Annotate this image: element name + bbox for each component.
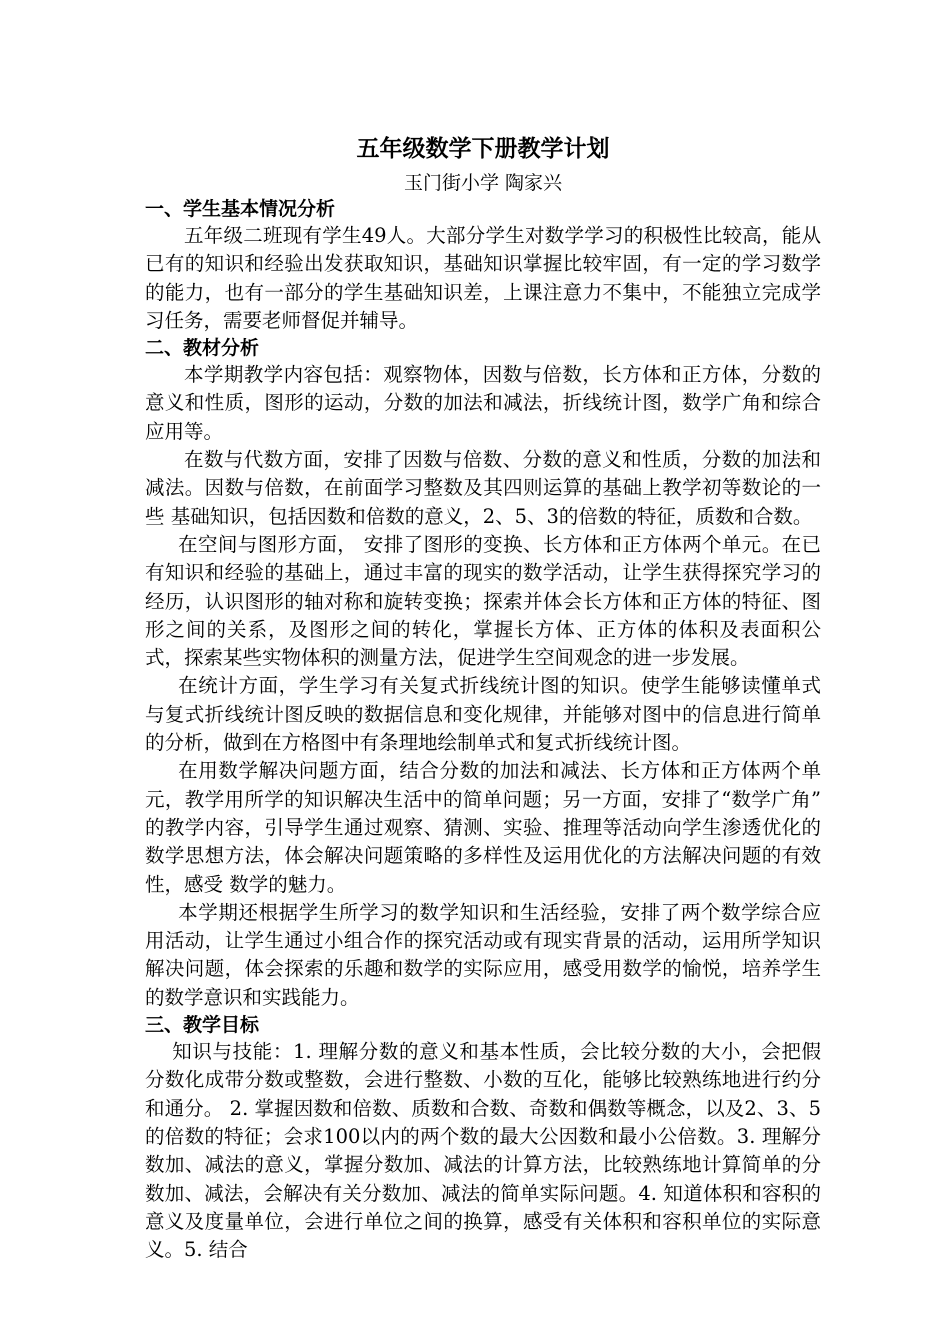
paragraph: 在数与代数方面，安排了因数与倍数、分数的意义和性质，分数的加法和减法。因数与倍数，在前面学习整数及其四则运算的基础上教学初等数论的一些 基础知识，包括因数和倍数的意义，2、5、3的倍数的特征，质数和合数。 — [145, 448, 821, 528]
document-author: 玉门街小学 陶家兴 — [403, 172, 563, 194]
document-page — [145, 132, 821, 1264]
document-title: 五年级数学下册教学计划 — [356, 136, 610, 162]
paragraph: 在统计方面，学生学习有关复式折线统计图的知识。使学生能够读懂单式与复式折线统计图反映的数据信息和变化规律，并能够对图中的信息进行简单的分析，做到在方格图中有条理地绘制单式和复式折线统计图。 — [145, 674, 821, 755]
section-heading-student-analysis: 一、学生基本情况分析 — [145, 198, 336, 220]
paragraph: 本学期教学内容包括：观察物体，因数与倍数，长方体和正方体，分数的意义和性质，图形的运动，分数的加法和减法，折线统计图，数学广角和综合应用等。 — [145, 363, 821, 443]
paragraph: 五年级二班现有学生49人。大部分学生对数学学习的积极性比较高，能从已有的知识和经验出发获取知识，基础知识掌握比较牢固，有一定的学习数学的能力，也有一部分的学生基础知识差，上课注意力不集中，不能独立完成学习任务，需要老师督促并辅导。 — [145, 224, 821, 332]
paragraph: 知识与技能：1. 理解分数的意义和基本性质，会比较分数的大小，会把假分数化成带分数或整数，会进行整数、小数的互化，能够比较熟练地进行约分和通分。 2. 掌握因数和倍数、质数和合数、奇数和偶数等概念，以及2、3、5的倍数的特征；会求100以内的两个数的最大公因数和最小公倍数。3. 理解分数加、减法的意义，掌握分数加、减法的计算方法，比较熟练地计算简单的分数加、减法，会解决有关分数加、减法的简单实际问题。4. 知道体积和容积的意义及度量单位，会进行单位之间的换算，感受有关体积和容积单位的实际意义。5. 结合 — [145, 1040, 821, 1262]
section-heading-textbook-analysis: 二、教材分析 — [145, 337, 260, 360]
section-heading-teaching-goals: 三、教学目标 — [145, 1014, 260, 1037]
paragraph: 在用数学解决问题方面，结合分数的加法和减法、长方体和正方体两个单元，教学用所学的知识解决生活中的简单问题；另一方面，安排了“数学广角” 的教学内容，引导学生通过观察、猜测、实验、推理等活动向学生渗透优化的数学思想方法，体会解决问题策略的多样性及运用优化的方法解决问题的有效性，感受 数学的魅力。 — [145, 759, 821, 896]
paragraph: 在空间与图形方面， 安排了图形的变换、长方体和正方体两个单元。在已有知识和经验的基础上，通过丰富的现实的数学活动，让学生获得探究学习的经历，认识图形的轴对称和旋转变换；探索并体会长方体和正方体的特征、图形之间的关系，及图形之间的转化，掌握长方体、正方体的体积及表面积公式，探索某些实物体积的测量方法，促进学生空间观念的进一步发展。 — [145, 532, 821, 670]
paragraph: 本学期还根据学生所学习的数学知识和生活经验，安排了两个数学综合应用活动，让学生通过小组合作的探究活动或有现实背景的活动，运用所学知识解决问题，体会探索的乐趣和数学的实际应用，感受用数学的愉悦，培养学生的数学意识和实践能力。 — [145, 900, 821, 1009]
